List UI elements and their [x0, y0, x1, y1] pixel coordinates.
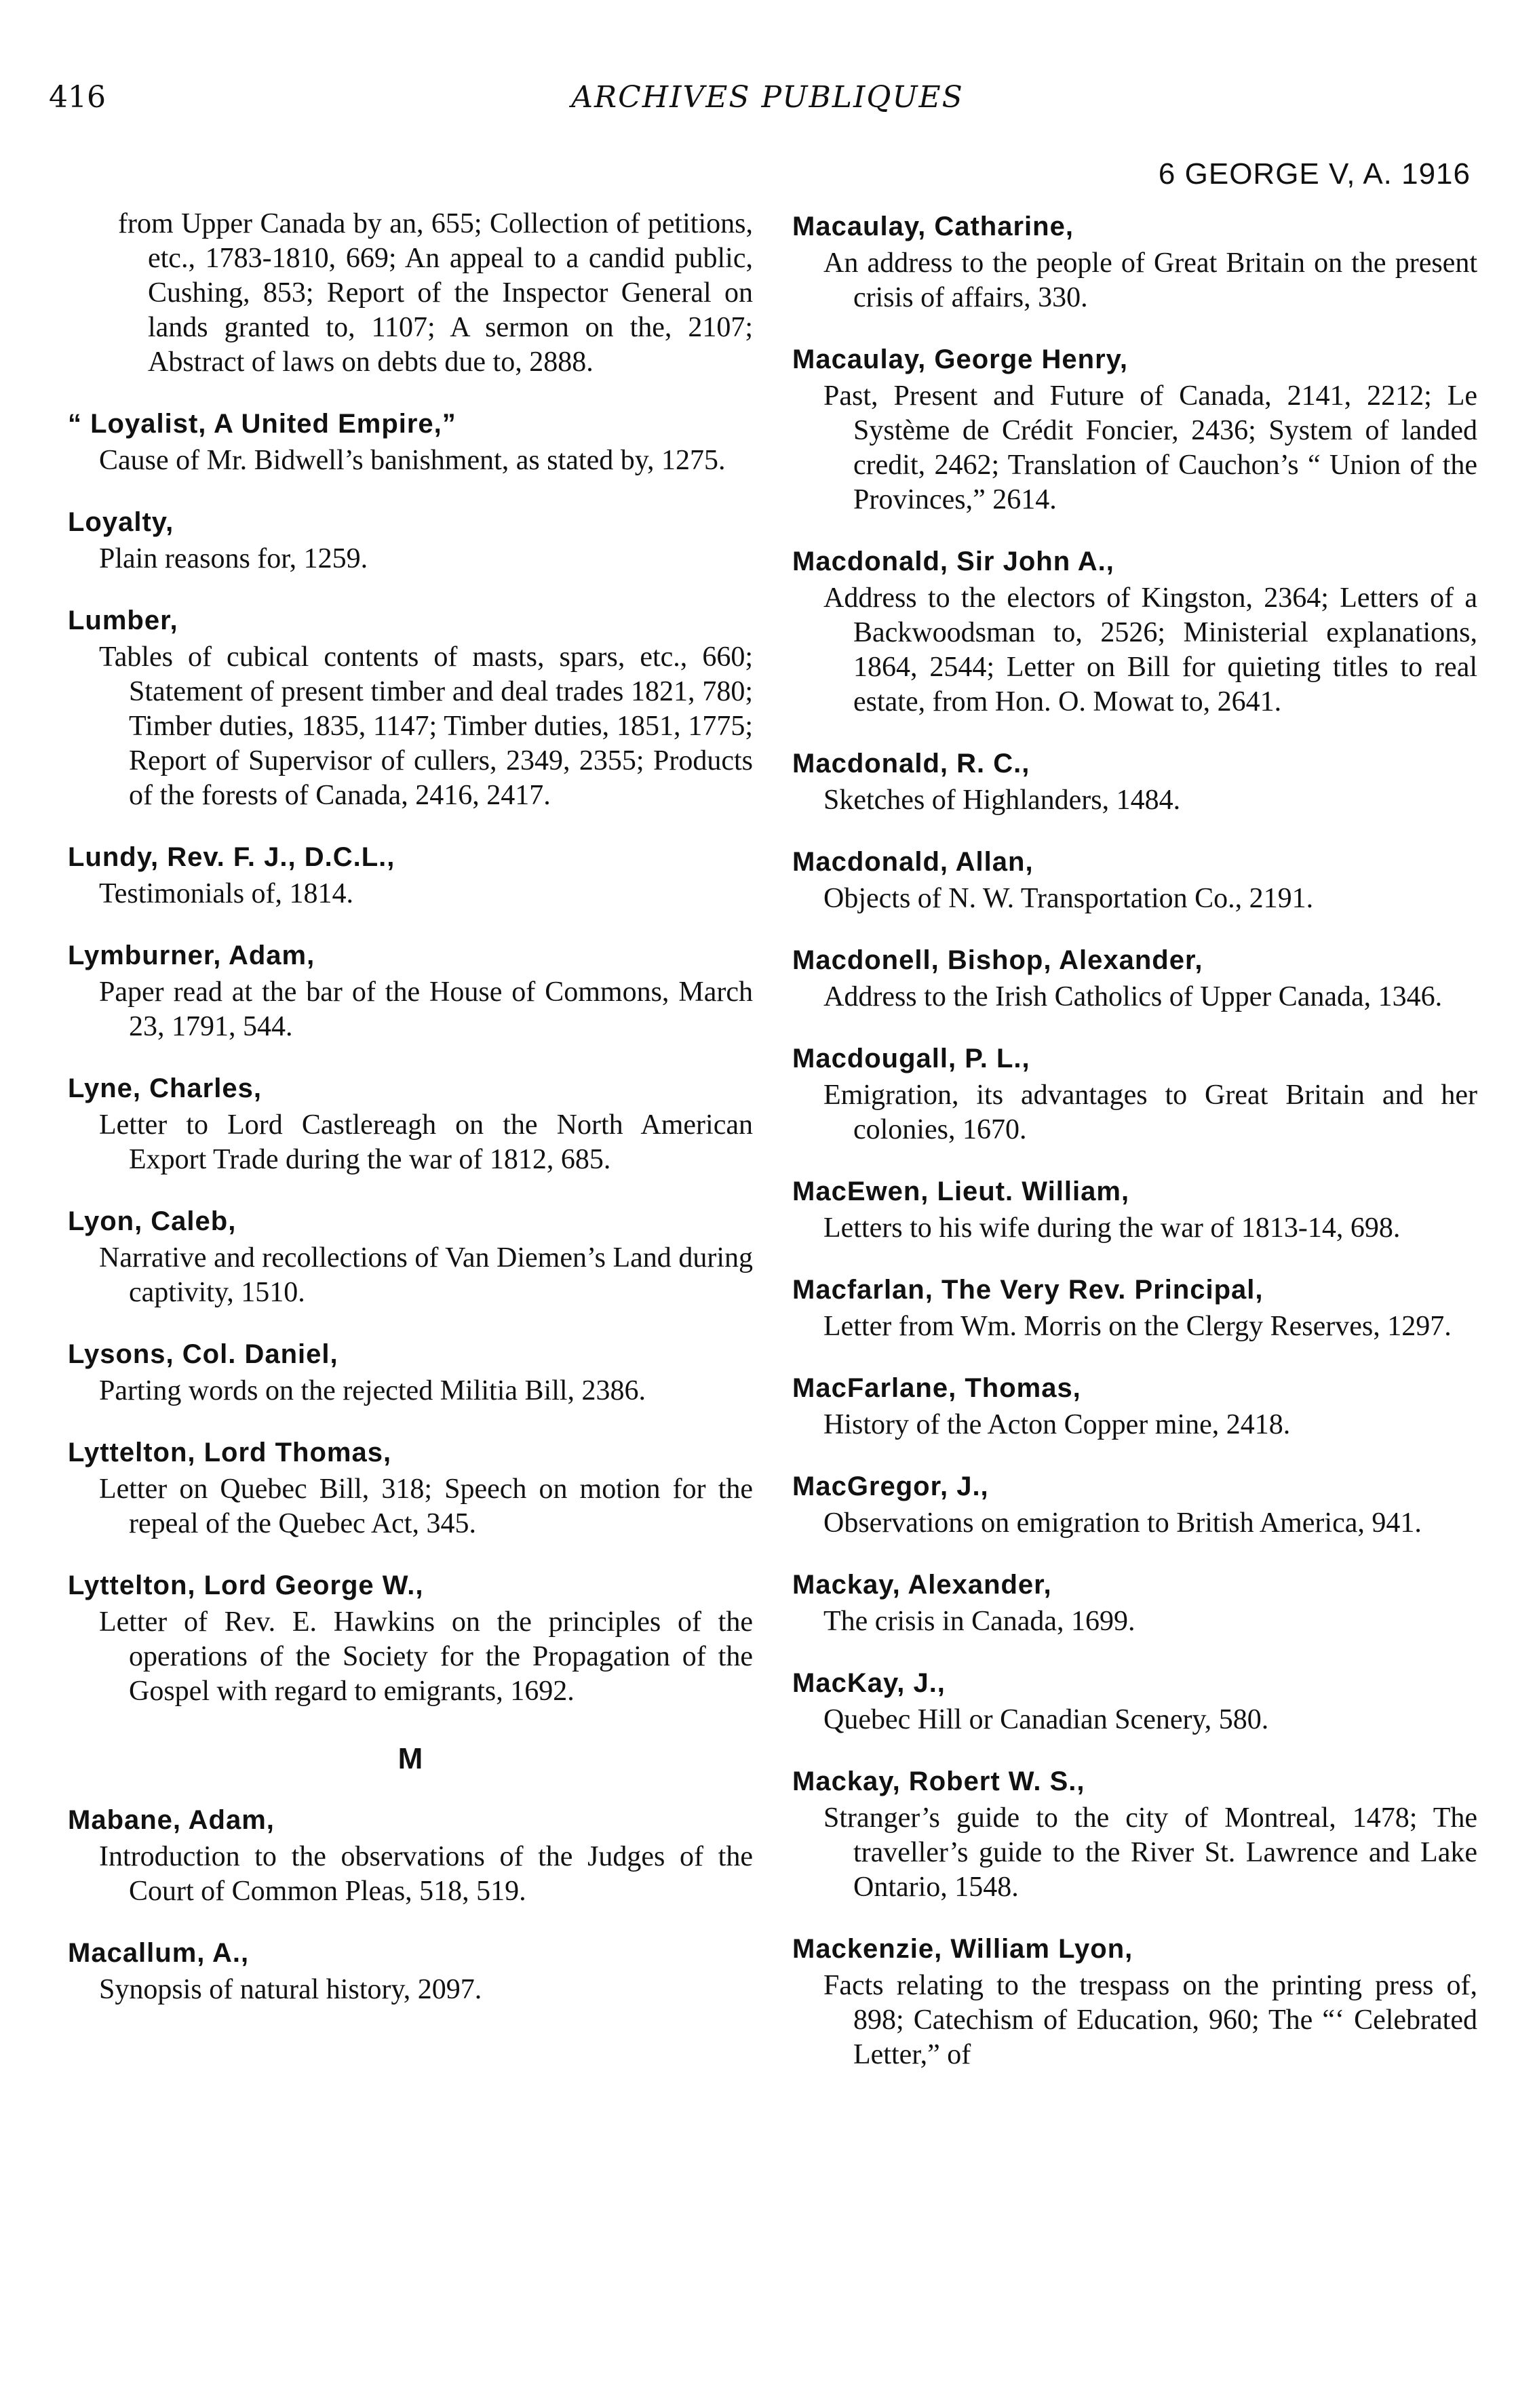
entry-body: Letter of Rev. E. Hawkins on the principles of the operations of the Society for the Propagation of the Gospel with regard to emigrants, 1692.	[99, 1606, 753, 1707]
index-entry	[792, 542, 1477, 719]
entry-heading: Lyttelton, Lord Thomas,	[68, 1438, 392, 1467]
left-entries-after	[68, 1800, 753, 2007]
continued-entry	[68, 207, 753, 380]
entry-body: Facts relating to the trespass on the printing press of, 898; Catechism of Education, 960; The “‘ Celebrated Letter,” of	[823, 1970, 1477, 2070]
entry-heading: Lundy, Rev. F. J., D.C.L.,	[68, 842, 395, 872]
entry-body: History of the Acton Copper mine, 2418.	[823, 1409, 1291, 1440]
entry-heading: MacGregor, J.,	[792, 1472, 989, 1501]
entry-body: The crisis in Canada, 1699.	[823, 1606, 1135, 1637]
running-title: ARCHIVES PUBLIQUES	[571, 80, 964, 115]
index-entry	[68, 1433, 753, 1541]
right-column	[792, 207, 1477, 2097]
entry-heading: MacKay, J.,	[792, 1668, 946, 1698]
index-entry	[792, 340, 1477, 517]
entry-body: Observations on emigration to British America, 941.	[823, 1507, 1422, 1539]
entry-heading: “ Loyalist, A United Empire,”	[68, 409, 456, 439]
entry-body: Quebec Hill or Canadian Scenery, 580.	[823, 1704, 1269, 1735]
entry-heading: Mackay, Alexander,	[792, 1570, 1052, 1600]
entry-heading: Mackenzie, William Lyon,	[792, 1934, 1133, 1964]
index-entry	[792, 842, 1477, 916]
entry-body: Stranger’s guide to the city of Montreal, 1478; The traveller’s guide to the River St. Lawrence and Lake Ontario, 1548.	[823, 1802, 1477, 1903]
entry-body: Emigration, its advantages to Great Britain and her colonies, 1670.	[823, 1080, 1477, 1145]
index-entry	[68, 1202, 753, 1310]
entry-body: Letter from Wm. Morris on the Clergy Reserves, 1297.	[823, 1311, 1452, 1342]
entry-body: Tables of cubical contents of masts, spars, etc., 660; Statement of present timber and deal trades 1821, 780; Timber duties, 1835, 1147; Timber duties, 1851, 1775; Report of Supervisor of cullers, 2349, 2355; Products of the forests of Canada, 2416, 2417.	[99, 642, 753, 811]
entry-heading: Lyttelton, Lord George W.,	[68, 1571, 424, 1600]
entry-body: Cause of Mr. Bidwell’s banishment, as stated by, 1275.	[99, 445, 726, 476]
index-entry	[792, 1270, 1477, 1344]
section-letter: M	[397, 1742, 423, 1775]
entry-body: Paper read at the bar of the House of Commons, March 23, 1791, 544.	[99, 976, 753, 1042]
index-entry	[792, 1172, 1477, 1246]
index-entry	[68, 1335, 753, 1408]
index-entry	[68, 1566, 753, 1709]
index-entry	[792, 941, 1477, 1014]
entry-heading: Macaulay, George Henry,	[792, 344, 1129, 374]
entry-heading: Macfarlan, The Very Rev. Principal,	[792, 1275, 1264, 1305]
entry-heading: Macdonald, R. C.,	[792, 749, 1030, 778]
entry-heading: Macallum, A.,	[68, 1938, 250, 1968]
entry-heading: Lyon, Caleb,	[68, 1206, 237, 1236]
entry-heading: MacEwen, Lieut. William,	[792, 1177, 1130, 1206]
entry-body: Objects of N. W. Transportation Co., 2191.	[823, 883, 1314, 914]
entry-body: Letter on Quebec Bill, 318; Speech on motion for the repeal of the Quebec Act, 345.	[99, 1474, 753, 1539]
index-entry	[792, 1663, 1477, 1737]
entry-heading: Mabane, Adam,	[68, 1805, 275, 1835]
entry-body: Past, Present and Future of Canada, 2141, 2212; Le Système de Crédit Foncier, 2436; System of landed credit, 2462; Translation of Cauchon’s “ Union of the Provinces,” 2614.	[823, 380, 1477, 515]
index-entry	[792, 1467, 1477, 1541]
entry-body: Testimonials of, 1814.	[99, 878, 354, 909]
index-entry	[792, 1368, 1477, 1442]
entry-heading: Macdonald, Allan,	[792, 847, 1034, 877]
entry-body: from Upper Canada by an, 655; Collection of petitions, etc., 1783-1810, 669; An appeal to a candid public, Cushing, 853; Report of the Inspector General on lands granted to, 1107; A sermon on the, 2107; Abstract of laws on debts due to, 2888.	[118, 208, 753, 378]
index-entry	[68, 601, 753, 813]
index-entry	[68, 1069, 753, 1177]
entry-heading: Loyalty,	[68, 507, 174, 537]
entry-body: Letters to his wife during the war of 1813-14, 698.	[823, 1212, 1401, 1244]
page-number: 416	[49, 80, 106, 115]
index-entry	[68, 936, 753, 1044]
index-entry	[792, 1039, 1477, 1147]
entry-body: Synopsis of natural history, 2097.	[99, 1974, 482, 2005]
entry-body: Letter to Lord Castlereagh on the North American Export Trade during the war of 1812, 685.	[99, 1109, 753, 1175]
entry-heading: Lyne, Charles,	[68, 1073, 262, 1103]
entry-body: Sketches of Highlanders, 1484.	[823, 785, 1181, 816]
index-entry	[792, 1762, 1477, 1905]
entry-body: Introduction to the observations of the Judges of the Court of Common Pleas, 518, 519.	[99, 1841, 753, 1907]
index-entry	[68, 404, 753, 478]
session-label: 6 GEORGE V, A. 1916	[1158, 157, 1471, 191]
entry-body: Parting words on the rejected Militia Bill, 2386.	[99, 1375, 646, 1406]
index-entry	[792, 207, 1477, 315]
right-entries	[792, 207, 1477, 2072]
index-entry	[68, 1933, 753, 2007]
entry-body: Narrative and recollections of Van Diemen’s Land during captivity, 1510.	[99, 1242, 753, 1308]
index-entry	[792, 1929, 1477, 2072]
index-entry	[792, 1565, 1477, 1639]
entry-heading: Macaulay, Catharine,	[792, 212, 1074, 241]
entry-body: Plain reasons for, 1259.	[99, 543, 368, 574]
entry-heading: MacFarlane, Thomas,	[792, 1373, 1081, 1403]
entry-heading: Macdonell, Bishop, Alexander,	[792, 945, 1203, 975]
entry-body: An address to the people of Great Britain on the present crisis of affairs, 330.	[823, 248, 1477, 313]
index-entry	[792, 744, 1477, 818]
entry-heading: Macdougall, P. L.,	[792, 1044, 1030, 1073]
entry-heading: Lymburner, Adam,	[68, 941, 315, 970]
entry-heading: Macdonald, Sir John A.,	[792, 547, 1114, 576]
index-entry	[68, 837, 753, 911]
entry-heading: Lysons, Col. Daniel,	[68, 1339, 338, 1369]
index-entry	[68, 502, 753, 576]
left-column	[68, 207, 753, 2032]
entry-body: Address to the Irish Catholics of Upper Canada, 1346.	[823, 981, 1443, 1012]
left-entries	[68, 404, 753, 1709]
entry-heading: Mackay, Robert W. S.,	[792, 1766, 1085, 1796]
entry-body: Address to the electors of Kingston, 2364; Letters of a Backwoodsman to, 2526; Ministerial explanations, 1864, 2544; Letter on Bill for quieting titles to real estate, from Hon. O. Mowat to, 2641.	[823, 583, 1477, 717]
index-entry	[68, 1800, 753, 1909]
entry-heading: Lumber,	[68, 606, 178, 635]
